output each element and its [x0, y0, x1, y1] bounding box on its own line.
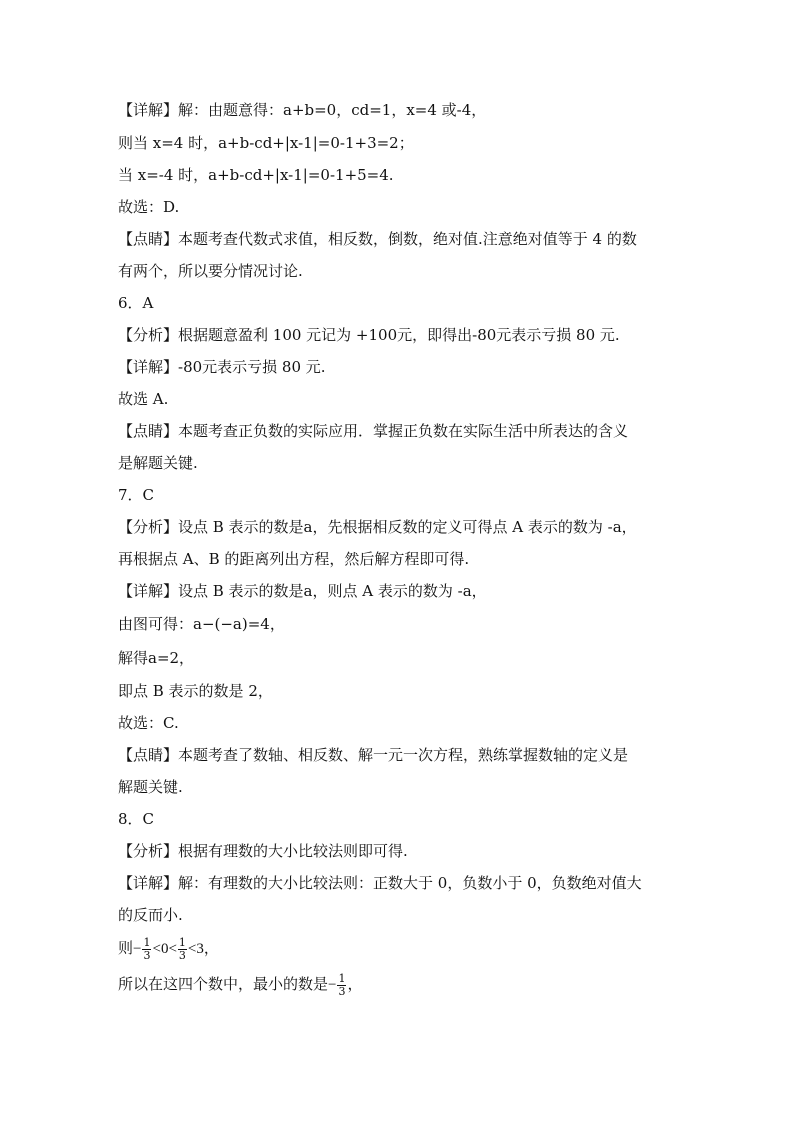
fraction-numerator: 1: [143, 935, 151, 949]
text-line: 【分析】根据有理数的大小比较法则即可得.: [118, 842, 408, 860]
text-line: 【点睛】本题考查了数轴、相反数、解一元一次方程，熟练掌握数轴的定义是: [118, 746, 629, 764]
fraction-denominator: 3: [178, 948, 186, 962]
fraction-numerator: 1: [338, 971, 346, 985]
text-line: 则当 x=4 时，a+b-cd+|x-1|=0-1+3=2；: [118, 134, 414, 152]
text-line: 故选 A.: [118, 390, 169, 408]
text-line: 【点睛】本题考查正负数的实际应用．掌握正负数在实际生活中所表达的含义: [118, 422, 629, 440]
text-line: 有两个，所以要分情况讨论.: [118, 262, 303, 280]
inequality-tail: <3，: [187, 941, 219, 957]
inequality-middle: <0<: [152, 941, 177, 957]
fraction: [142, 937, 151, 962]
fraction: [178, 937, 187, 962]
smallest-number-line: [118, 972, 678, 998]
text-line: 故选：D.: [118, 198, 180, 216]
text-line: 再根据点 A、B 的距离列出方程，然后解方程即可得.: [118, 550, 470, 568]
text-line: 【详解】设点 B 表示的数是a，则点 A 表示的数为 -a，: [118, 582, 487, 600]
text-line: 解题关键.: [118, 778, 183, 796]
text-line: 是解题关键.: [118, 454, 198, 472]
text-line: 当 x=-4 时，a+b-cd+|x-1|=0-1+5=4.: [118, 166, 394, 184]
text-line: 故选：C.: [118, 714, 179, 732]
question-answer: 7．C: [118, 486, 155, 504]
inequality-line: [118, 936, 678, 962]
text-line: 解得a=2，: [118, 649, 195, 667]
text-line: 即点 B 表示的数是 2，: [118, 682, 273, 700]
fraction-denominator: 3: [143, 948, 151, 962]
minus-sign: −: [328, 977, 337, 993]
text-line: 由图可得：a−(−a)=4，: [118, 615, 285, 633]
question-answer: 8．C: [118, 810, 155, 828]
text-line: 的反而小.: [118, 906, 183, 924]
text-fragment: 则: [118, 939, 134, 957]
text-line: 【分析】根据题意盈利 100 元记为 +100元，即得出-80元表示亏损 80 元.: [118, 326, 620, 344]
text-line: 【点睛】本题考查代数式求值，相反数，倒数，绝对值.注意绝对值等于 4 的数: [118, 230, 637, 248]
minus-sign: −: [133, 941, 142, 957]
text-fragment: 所以在这四个数中，最小的数是: [118, 975, 329, 993]
text-fragment: ，: [347, 975, 363, 993]
text-line: 【分析】设点 B 表示的数是a，先根据相反数的定义可得点 A 表示的数为 -a，: [118, 518, 637, 536]
text-line: 【详解】解：有理数的大小比较法则：正数大于 0，负数小于 0，负数绝对值大: [118, 874, 642, 892]
fraction: [337, 973, 346, 998]
text-line: 【详解】-80元表示亏损 80 元.: [118, 358, 326, 376]
text-line: 【详解】解：由题意得：a+b=0，cd=1，x=4 或-4，: [118, 101, 487, 119]
fraction-numerator: 1: [178, 935, 186, 949]
question-answer: 6．A: [118, 294, 154, 312]
fraction-denominator: 3: [338, 984, 346, 998]
